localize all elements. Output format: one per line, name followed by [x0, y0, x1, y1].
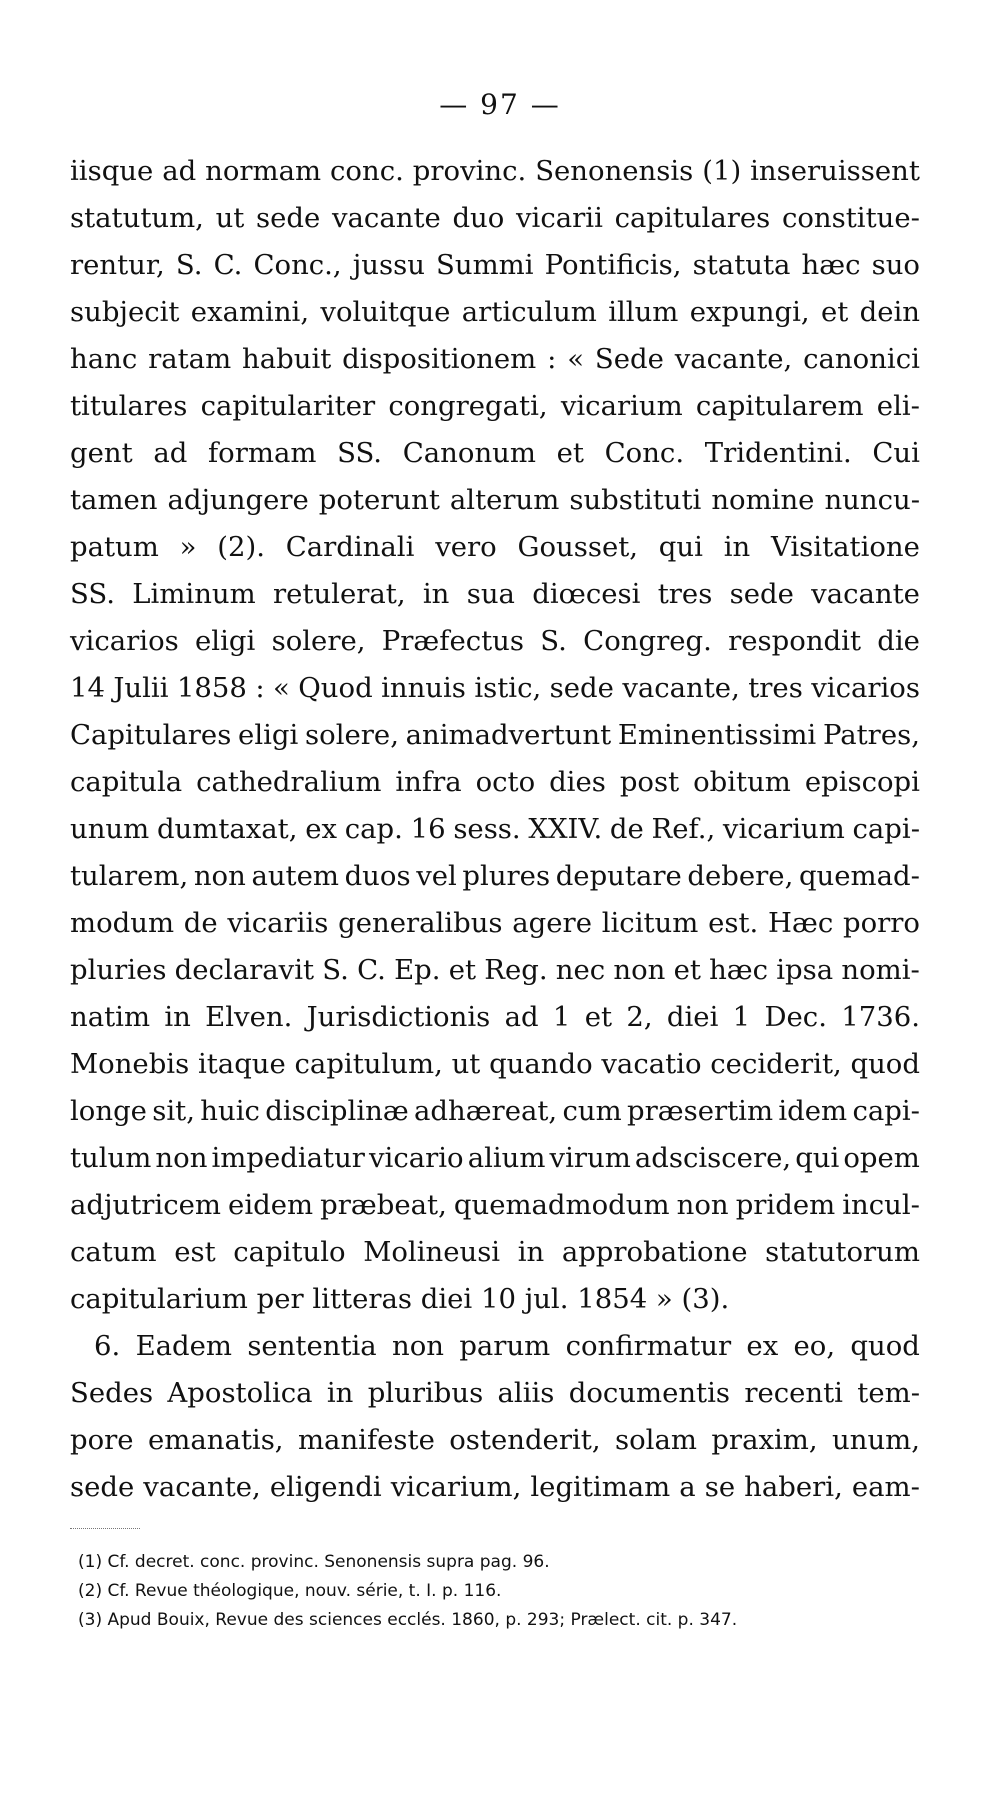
word: pridem — [735, 1189, 836, 1221]
word: « — [273, 672, 290, 704]
word: episcopi — [804, 766, 920, 798]
word: qui — [658, 531, 703, 563]
word: congregati, — [388, 390, 548, 422]
word: vicarium — [560, 390, 683, 422]
text-line-23 — [70, 1182, 920, 1229]
word: statutorum — [765, 1236, 920, 1268]
word: licitum — [601, 907, 699, 939]
word: quando — [489, 1048, 593, 1080]
word: suo — [871, 249, 920, 281]
word: recenti — [744, 1377, 843, 1409]
word: XXIV. — [528, 813, 603, 845]
word: idem — [778, 1095, 848, 1127]
word: et — [820, 296, 849, 328]
text-line-24 — [70, 1229, 920, 1276]
word: non — [392, 1330, 444, 1362]
word: documentis — [568, 1377, 731, 1409]
word: sess. — [453, 813, 521, 845]
word: sede — [256, 202, 321, 234]
word: declaravit — [174, 954, 315, 986]
word: duos — [344, 860, 411, 892]
word: illum — [608, 296, 679, 328]
word: approbatione — [561, 1236, 748, 1268]
word: 1858 — [176, 672, 247, 704]
text-line-20 — [70, 1041, 920, 1088]
word: Visitatione — [771, 531, 920, 563]
word: itaque — [197, 1048, 286, 1080]
word: unum — [70, 813, 150, 845]
word: generalibus — [338, 907, 503, 939]
word: capitulariter — [200, 390, 376, 422]
word: Congreg. — [583, 625, 712, 657]
word: obitum — [693, 766, 791, 798]
word: adhæreat, — [414, 1095, 558, 1127]
text-line-14 — [70, 759, 920, 806]
word: capitularem — [695, 390, 864, 422]
word: et — [673, 954, 701, 986]
word: manifeste — [297, 1424, 435, 1456]
word: solere, — [271, 625, 366, 657]
word: : — [547, 343, 557, 375]
word: canonici — [803, 343, 920, 375]
body-text — [70, 148, 920, 1511]
word: hæc — [801, 249, 861, 281]
word: Cui — [872, 437, 920, 469]
word: Eadem — [135, 1330, 232, 1362]
text-line-6 — [70, 383, 920, 430]
word: 16 — [410, 813, 446, 845]
word: adjungere — [167, 484, 309, 516]
word: in — [422, 578, 450, 610]
word: expungi, — [689, 296, 810, 328]
word: tem- — [857, 1377, 920, 1409]
word: duo — [452, 202, 505, 234]
word: eo, — [793, 1330, 836, 1362]
text-line-3 — [70, 242, 920, 289]
word: S. — [540, 625, 567, 657]
word: statuta — [692, 249, 791, 281]
word: ratam — [148, 343, 232, 375]
word: ut — [215, 202, 245, 234]
word: sit, — [152, 1095, 195, 1127]
word: innuis — [381, 672, 466, 704]
word: Sede — [594, 343, 664, 375]
word: » — [179, 531, 197, 563]
word: C. — [213, 249, 243, 281]
word: cum — [562, 1095, 622, 1127]
word: adsciscere, — [634, 1142, 792, 1174]
word: Patres, — [822, 719, 920, 751]
text-line-26 — [70, 1323, 920, 1370]
word: octo — [475, 766, 536, 798]
word: Molineusi — [363, 1236, 501, 1268]
text-line-13 — [70, 712, 920, 759]
word: vacante, — [622, 672, 740, 704]
word: (2). — [217, 531, 265, 563]
word: aliis — [497, 1377, 555, 1409]
text-line-19 — [70, 994, 920, 1041]
word: hanc — [70, 343, 138, 375]
word: capitulo — [233, 1236, 346, 1268]
word: solam — [614, 1424, 697, 1456]
word: post — [619, 766, 680, 798]
word: habuit — [242, 343, 332, 375]
word: formam — [207, 437, 317, 469]
word: constitue- — [781, 202, 920, 234]
word: quod — [850, 1048, 920, 1080]
word: Monebis — [70, 1048, 190, 1080]
word: pluries — [70, 954, 167, 986]
text-line-17 — [70, 900, 920, 947]
word: vacante, — [674, 343, 793, 375]
word: provinc. — [412, 155, 527, 187]
word: eligendi — [269, 1471, 382, 1503]
word: præbeat, — [320, 1189, 447, 1221]
word: conc. — [330, 155, 404, 187]
word: quemad- — [798, 860, 920, 892]
word: non — [155, 1142, 208, 1174]
word: SS. — [337, 437, 383, 469]
word: 6. — [94, 1330, 121, 1362]
word: 1 — [552, 1001, 571, 1033]
word: Liminum — [132, 578, 256, 610]
text-line-8 — [70, 477, 920, 524]
text-line-27 — [70, 1370, 920, 1417]
word: et — [584, 1001, 613, 1033]
text-line-4 — [70, 289, 920, 336]
word: capitulares — [614, 202, 771, 234]
word: Canonum — [402, 437, 536, 469]
text-line-21 — [70, 1088, 920, 1135]
word: vicarii — [516, 202, 603, 234]
word: pore — [70, 1424, 134, 1456]
word: Elven. — [205, 1001, 293, 1033]
word: eam- — [851, 1471, 920, 1503]
word: et — [556, 437, 584, 469]
word: parum — [459, 1330, 551, 1362]
word: Reg. — [484, 954, 548, 986]
word: non — [676, 1189, 729, 1221]
word: ex — [305, 813, 337, 845]
word: C. — [357, 954, 386, 986]
word: die — [877, 625, 920, 657]
word: vicariis — [227, 907, 329, 939]
word: in — [326, 1377, 354, 1409]
word: dein — [859, 296, 920, 328]
word: est — [174, 1236, 216, 1268]
word: rentur, — [70, 249, 165, 281]
word: plures — [462, 860, 551, 892]
word: de — [183, 907, 218, 939]
text-line-16 — [70, 853, 920, 900]
word: poterunt — [318, 484, 440, 516]
word: ut — [451, 1048, 481, 1080]
word: in — [164, 1001, 191, 1033]
word: ceciderit, — [710, 1048, 842, 1080]
word: eli- — [876, 390, 920, 422]
word: eligi — [238, 719, 299, 751]
word: Summi — [436, 249, 534, 281]
word: alium — [467, 1142, 546, 1174]
text-line-12 — [70, 665, 920, 712]
word: vicarios — [70, 625, 179, 657]
word: hæc — [709, 954, 769, 986]
word: vicarium — [722, 813, 845, 845]
word: 1736. — [841, 1001, 920, 1033]
text-line-29 — [70, 1464, 920, 1511]
word: incul- — [842, 1189, 920, 1221]
word: Conc., — [253, 249, 342, 281]
word: catum — [70, 1236, 157, 1268]
word: unum, — [832, 1424, 920, 1456]
word: ipsa — [776, 954, 834, 986]
word: tularem, — [70, 860, 189, 892]
word: nomi- — [841, 954, 920, 986]
word: vicario — [368, 1142, 464, 1174]
word: examini, — [190, 296, 310, 328]
word: animadvertunt — [405, 719, 612, 751]
word: Apostolica — [167, 1377, 313, 1409]
text-line-2 — [70, 195, 920, 242]
text-line-1 — [70, 148, 920, 195]
text-line-7 — [70, 430, 920, 477]
word: et — [448, 954, 477, 986]
text-line-11 — [70, 618, 920, 665]
word: jussu — [352, 249, 425, 281]
word: titulares — [70, 390, 188, 422]
word: inseruissent — [750, 155, 920, 187]
word: Præfectus — [381, 625, 524, 657]
word: est. — [708, 907, 759, 939]
footnote-2: (2) Cf. Revue théologique, nouv. série, t. I. p. 116. — [78, 1581, 502, 1601]
word: huic — [200, 1095, 260, 1127]
word: adjutricem — [70, 1189, 221, 1221]
word: ad — [162, 155, 197, 187]
word: substituti — [569, 484, 702, 516]
word: tamen — [70, 484, 158, 516]
text-line-9 — [70, 524, 920, 571]
word: Cardinali — [285, 531, 415, 563]
word: sede — [729, 578, 794, 610]
word: autem — [251, 860, 339, 892]
word: subjecit — [70, 296, 180, 328]
word: vacante — [332, 202, 441, 234]
word: Conc. — [604, 437, 685, 469]
word: longe — [70, 1095, 147, 1127]
text-line-5 — [70, 336, 920, 383]
word: istic, — [474, 672, 542, 704]
word: quemadmodum — [453, 1189, 670, 1221]
word: statutum, — [70, 202, 204, 234]
word: Eminentissimi — [617, 719, 817, 751]
word: virum — [549, 1142, 631, 1174]
word: tres — [657, 578, 713, 610]
text-line-18 — [70, 947, 920, 994]
word: non — [193, 860, 246, 892]
word: in — [517, 1236, 545, 1268]
text-line-10 — [70, 571, 920, 618]
word: legitimam — [530, 1471, 671, 1503]
page-number: — 97 — — [439, 88, 561, 121]
footnote-3: (3) Apud Bouix, Revue des sciences ecclés. 1860, p. 293; Prælect. cit. p. 347. — [78, 1610, 738, 1630]
word: eligi — [195, 625, 256, 657]
word: a — [679, 1471, 696, 1503]
word: haberi, — [744, 1471, 843, 1503]
word: S. — [175, 249, 203, 281]
word: vacante — [811, 578, 920, 610]
word: dumtaxat, — [156, 813, 298, 845]
word: respondit — [728, 625, 861, 657]
word: sede — [70, 1471, 135, 1503]
word: diœcesi — [532, 578, 641, 610]
word: Hæc — [768, 907, 834, 939]
word: impediatur — [211, 1142, 365, 1174]
word: ad — [504, 1001, 539, 1033]
word: diei — [666, 1001, 719, 1033]
word: de — [609, 813, 644, 845]
word: pluribus — [367, 1377, 484, 1409]
word: modum — [70, 907, 175, 939]
word: non — [613, 954, 666, 986]
word: sede — [549, 672, 614, 704]
word: Jurisdictionis — [306, 1001, 491, 1033]
word: (1) — [702, 155, 742, 187]
word: Pontificis, — [544, 249, 682, 281]
word: dispositionem — [342, 343, 537, 375]
text-line-28 — [70, 1417, 920, 1464]
word: in — [723, 531, 751, 563]
word: infra — [395, 766, 462, 798]
text-line-25: capitularium per litteras diei 10 jul. 1854 » (3). — [70, 1283, 730, 1315]
word: disciplinæ — [265, 1095, 409, 1127]
word: vicarium, — [390, 1471, 522, 1503]
word: præsertim — [627, 1095, 774, 1127]
word: articulum — [461, 296, 597, 328]
word: patum — [70, 531, 159, 563]
word: ad — [153, 437, 188, 469]
word: SS. — [70, 578, 115, 610]
word: qui — [795, 1142, 840, 1174]
word: praxim, — [711, 1424, 818, 1456]
word: voluitque — [320, 296, 451, 328]
word: Senonensis — [535, 155, 694, 187]
word: nuncu- — [824, 484, 920, 516]
word: dies — [549, 766, 606, 798]
word: 1 — [732, 1001, 751, 1033]
word: ex — [746, 1330, 779, 1362]
word: 14 — [70, 672, 105, 704]
word: capitula — [70, 766, 183, 798]
word: capitulum, — [294, 1048, 443, 1080]
word: capi- — [852, 1095, 920, 1127]
word: gent — [70, 437, 133, 469]
word: alterum — [449, 484, 560, 516]
word: : — [255, 672, 265, 704]
word: nomine — [711, 484, 815, 516]
word: agere — [512, 907, 592, 939]
word: « — [567, 343, 585, 375]
word: retulerat, — [273, 578, 406, 610]
word: solere, — [305, 719, 399, 751]
word: vicarios — [811, 672, 920, 704]
word: nec — [555, 954, 606, 986]
word: normam — [205, 155, 322, 187]
word: capi- — [852, 813, 920, 845]
word: cap. — [344, 813, 403, 845]
word: emanatis, — [148, 1424, 284, 1456]
word: vacante, — [143, 1471, 261, 1503]
word: Dec. — [764, 1001, 827, 1033]
text-line-22 — [70, 1135, 920, 1182]
text-line-15 — [70, 806, 920, 853]
word: Ep. — [394, 954, 441, 986]
word: Ref., — [651, 813, 716, 845]
word: vero — [435, 531, 497, 563]
word: vel — [416, 860, 457, 892]
word: Tridentini. — [704, 437, 852, 469]
word: tulum — [70, 1142, 152, 1174]
word: 2, — [626, 1001, 653, 1033]
word: natim — [70, 1001, 151, 1033]
word: Sedes — [70, 1377, 154, 1409]
footnotes — [78, 1548, 878, 1635]
word: cathedralium — [196, 766, 382, 798]
word: Quod — [298, 672, 373, 704]
word: eidem — [228, 1189, 314, 1221]
word: ostenderit, — [449, 1424, 601, 1456]
word: opem — [843, 1142, 920, 1174]
word: tres — [748, 672, 803, 704]
word: Julii — [113, 672, 169, 704]
word: quod — [850, 1330, 920, 1362]
word: debere, — [687, 860, 794, 892]
word: se — [704, 1471, 736, 1503]
word: Capitulares — [70, 719, 232, 751]
word: porro — [842, 907, 920, 939]
word: S. — [322, 954, 349, 986]
word: confirmatur — [565, 1330, 732, 1362]
word: sua — [466, 578, 515, 610]
word: Gousset, — [517, 531, 639, 563]
footnote-1: (1) Cf. decret. conc. provinc. Senonensis supra pag. 96. — [78, 1552, 550, 1572]
word: deputare — [555, 860, 682, 892]
word: sententia — [247, 1330, 377, 1362]
word: vacatio — [601, 1048, 702, 1080]
footnote-divider — [70, 1528, 140, 1529]
word: iisque — [70, 155, 154, 187]
